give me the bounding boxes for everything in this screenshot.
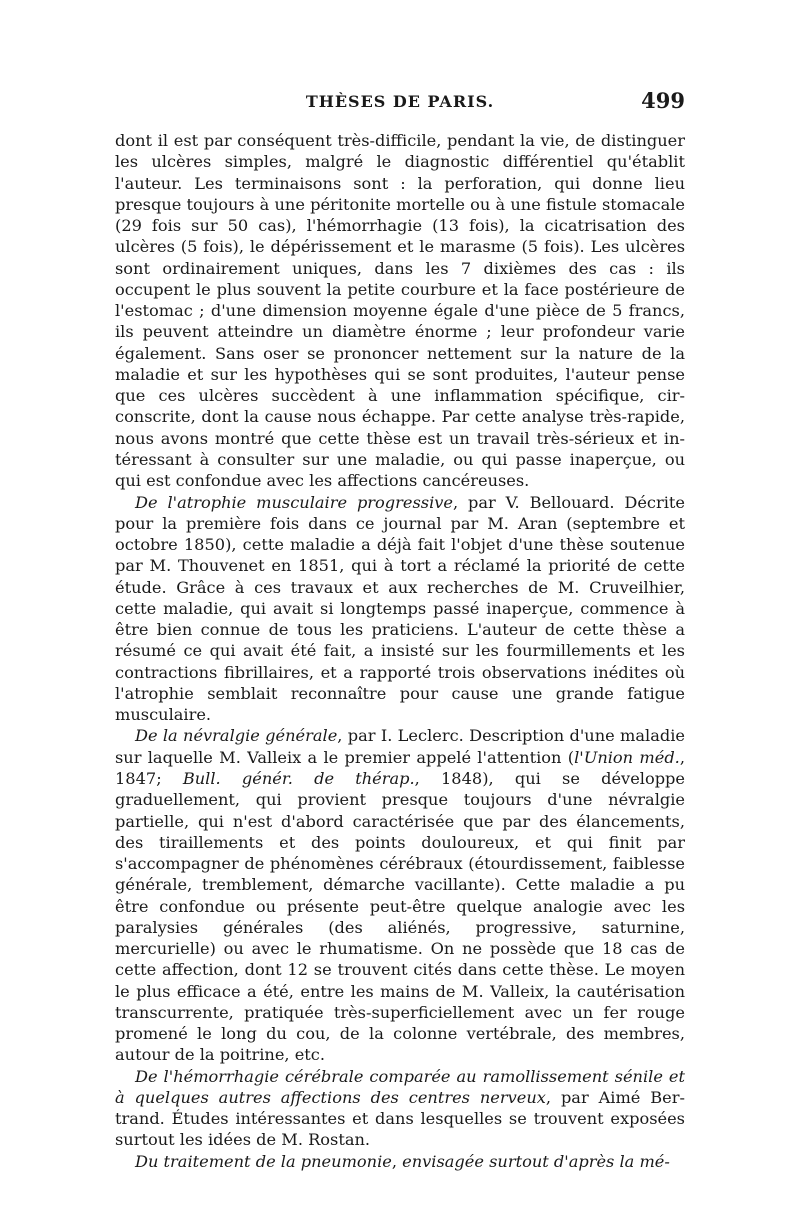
- page-number: 499: [641, 88, 685, 113]
- paragraph: [115, 492, 685, 726]
- text-run: ,: [391, 1151, 403, 1171]
- italic-citation: l'Union méd.: [574, 747, 680, 767]
- italic-title: De la névralgie générale: [135, 726, 338, 746]
- body-text: [115, 130, 685, 1172]
- text-run: dont il est par conséquent très-difficile, pendant la vie, de distinguer les ulcères simples, malgré le diagnostic différentiel qu'établit l'auteur. Les terminaisons sont : la perforation, qui donne lieu presque toujours à une péritonite mortelle ou à une fistule stomacale (29 fois sur 50 cas), l'hémorrhagie (13 fois), la cicatrisation des ulcères (5 fois), le dépérissement et le marasme (5 fois). Les ulcères sont ordinairement uniques, dans les 7 dixièmes des cas : ils occupent le plus souvent la petite courbure et la face postérieure de l'estomac ; d'une dimension moyenne égale d'une pièce de 5 francs, ils peuvent atteindre un diamètre énorme ; leur profondeur varie également. Sans oser se prononcer nettement sur la nature de la maladie et sur les hypothèses qui se sont produites, l'auteur pense que ces ulcères succèdent à une inflammation spécifique, circonscrite, dont la cause nous échappe. Par cette analyse très-rapide, nous avons montré que cette thèse est un travail très-sérieux et intéressant à consulter sur une maladie, ou qui passe inaperçue, ou qui est confondue avec les affections cancéreuses.: [115, 131, 685, 491]
- text-run: , par V. Bellouard. Décrite pour la première fois dans ce journal par M. Aran (septembre et octobre 1850), cette maladie a déjà fait l'objet d'une thèse soutenue par M. Thouvenet en 1851, qui à tort a réclamé la priorité de cette étude. Grâce à ces travaux et aux recherches de M. Cruveilhier, cette maladie, qui avait si longtemps passé inaperçue, commence à être bien connue de tous les praticiens. L'auteur de cette thèse a résumé ce qui avait été fait, a insisté sur les fourmillements et les contractions fibrillaires, et a rapporté trois observations inédites où l'atrophie semblait reconnaître pour cause une grande fatigue musculaire.: [115, 492, 685, 725]
- paragraph: [115, 725, 685, 1065]
- italic-title: envisagée surtout d'après la mé-: [402, 1151, 670, 1171]
- italic-title: De l'atrophie musculaire progressive: [135, 492, 453, 512]
- italic-title: De l'hémorrhagie cérébrale comparée au ramollissement sénile et à quelques autres affections des centres nerveux: [115, 1066, 685, 1107]
- italic-title: Du traitement de la pneumonie: [135, 1151, 392, 1171]
- text-run: , par Aimé Bertrand. Études intéressantes et dans lesquelles se trouvent exposées surtout les idées de M. Rostan.: [115, 1087, 685, 1150]
- italic-citation: Bull. génér. de thérap.: [182, 768, 415, 788]
- text-run: , 1847;: [115, 747, 685, 788]
- text-run: , par I. Leclerc. Description d'une maladie sur laquelle M. Valleix a le premier appelé l'attention (: [115, 726, 685, 767]
- running-title: THÈSES DE PARIS.: [305, 92, 495, 111]
- paragraph: [115, 1066, 685, 1151]
- paragraph: [115, 130, 685, 492]
- page-header: [115, 88, 685, 132]
- text-run: , 1848), qui se développe graduellement, qui provient presque toujours d'une névralgie partielle, qui n'est d'abord caractérisée que par des élancements, des tiraillements et des points douloureux, et qui finit par s'accompagner de phénomènes cérébraux (étourdissement, faiblesse générale, tremblement, démarche vacillante). Cette maladie a pu être confondue ou présente peut-être quelque analogie avec les paralysies générales (des aliénés, progressive, saturnine, mercurielle) ou avec le rhumatisme. On ne possède que 18 cas de cette affection, dont 12 se trouvent cités dans cette thèse. Le moyen le plus efficace a été, entre les mains de M. Valleix, la cautérisation transcurrente, pratiquée très-superficiellement avec un fer rouge promené le long du cou, de la colonne vertébrale, des membres, autour de la poitrine, etc.: [115, 768, 685, 1065]
- paragraph: [115, 1151, 685, 1172]
